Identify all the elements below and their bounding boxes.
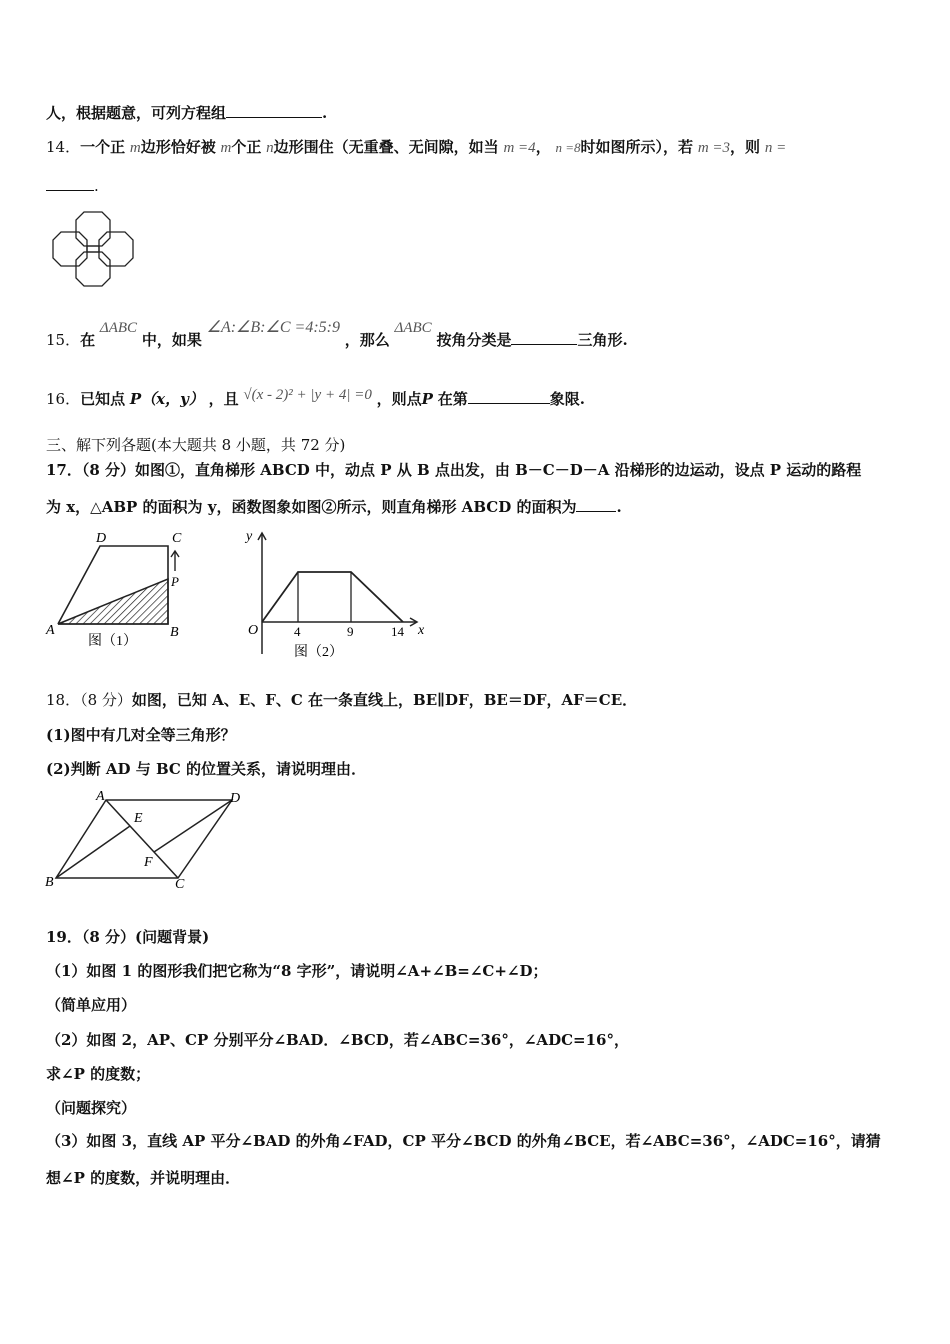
answer-blank xyxy=(226,103,322,118)
q17-line1: 17．（8 分）如图①，直角梯形 ABCD 中，动点 P 从 B 点出发，由 B－C－D－A 沿梯形的边运动，设点 P 运动的路程 xyxy=(46,461,862,479)
axis-y-label: y xyxy=(246,529,253,544)
label-c: C xyxy=(172,531,182,546)
trapezoid-figure xyxy=(44,528,194,653)
label-a: A xyxy=(46,623,55,638)
q19-part2-ask: 求∠P 的度数； xyxy=(46,1065,151,1083)
q13-tail: 人，根据题意，可列方程组 . xyxy=(46,104,328,122)
axis-x-label: x xyxy=(418,623,425,638)
graph-line xyxy=(262,572,403,622)
origin-label: O xyxy=(248,623,259,638)
q19-part1: （1）如图 1 的图形我们把它称为“8 字形”，请说明∠A+∠B=∠C+∠D； xyxy=(46,962,548,980)
q19-simple-application: （简单应用） xyxy=(46,996,137,1014)
label-c: C xyxy=(175,877,185,892)
q19-part2: （2）如图 2，AP、CP 分别平分∠BAD．∠BCD，若∠ABC=36°，∠ADC=16°， xyxy=(46,1031,629,1049)
q16: 16．已知点 P（x，y） ，且 √(x - 2)² + |y + 4| =0 ，则点P 在第 象限. xyxy=(46,387,585,408)
tick-4: 4 xyxy=(294,624,301,639)
label-f: F xyxy=(144,855,153,870)
parallelogram-figure xyxy=(44,786,249,891)
function-graph xyxy=(240,526,435,661)
q18-sub1: (1)图中有几对全等三角形？ xyxy=(46,726,236,744)
q14-line1: 14．一个正 m边形恰好被 m个正 n边形围住（无重叠、无间隙，如当 m =4， n =8时如图所示），若 m =3，则 n = xyxy=(46,138,787,156)
label-b: B xyxy=(45,875,54,890)
tick-9: 9 xyxy=(347,624,354,639)
section-title: 三、解下列各题(本大题共 8 小题，共 72 分) xyxy=(46,436,346,454)
label-d: D xyxy=(96,531,107,546)
label-d: D xyxy=(230,791,241,806)
label-e: E xyxy=(134,811,143,826)
q19-part3-ask: 想∠P 的度数，并说明理由． xyxy=(46,1169,241,1187)
fig1-caption: 图（1） xyxy=(88,634,137,649)
q19-exploration: （问题探究） xyxy=(46,1099,137,1117)
q19-head: 19．（8 分）(问题背景) xyxy=(46,928,210,946)
q14-answer-blank: . xyxy=(46,176,99,196)
label-p: P xyxy=(171,574,179,589)
q15: 15．在 ΔABC 中，如果 ∠A:∠B:∠C =4:5:9 ，那么 ΔABC 按角分类是 三角形. xyxy=(46,319,628,349)
label-a: A xyxy=(96,789,105,804)
q18-line1: 18．（8 分）如图，已知 A、E、F、C 在一条直线上，BE∥DF，BE＝DF，AF＝CE． xyxy=(46,691,638,709)
octagon-figure xyxy=(52,208,134,290)
q19-part3: （3）如图 3，直线 AP 平分∠BAD 的外角∠FAD，CP 平分∠BCD 的外角∠BCE，若∠ABC=36°，∠ADC=16°，请猜 xyxy=(46,1132,881,1150)
shaded-triangle-abp xyxy=(58,579,168,624)
fig2-caption: 图（2） xyxy=(294,645,343,660)
q17-line2: 为 x，△ABP 的面积为 y，函数图象如图②所示，则直角梯形 ABCD 的面积为 . xyxy=(46,498,622,516)
label-b: B xyxy=(170,625,179,640)
tick-14: 14 xyxy=(391,624,404,639)
q18-sub2: (2)判断 AD 与 BC 的位置关系，请说明理由． xyxy=(46,760,367,778)
